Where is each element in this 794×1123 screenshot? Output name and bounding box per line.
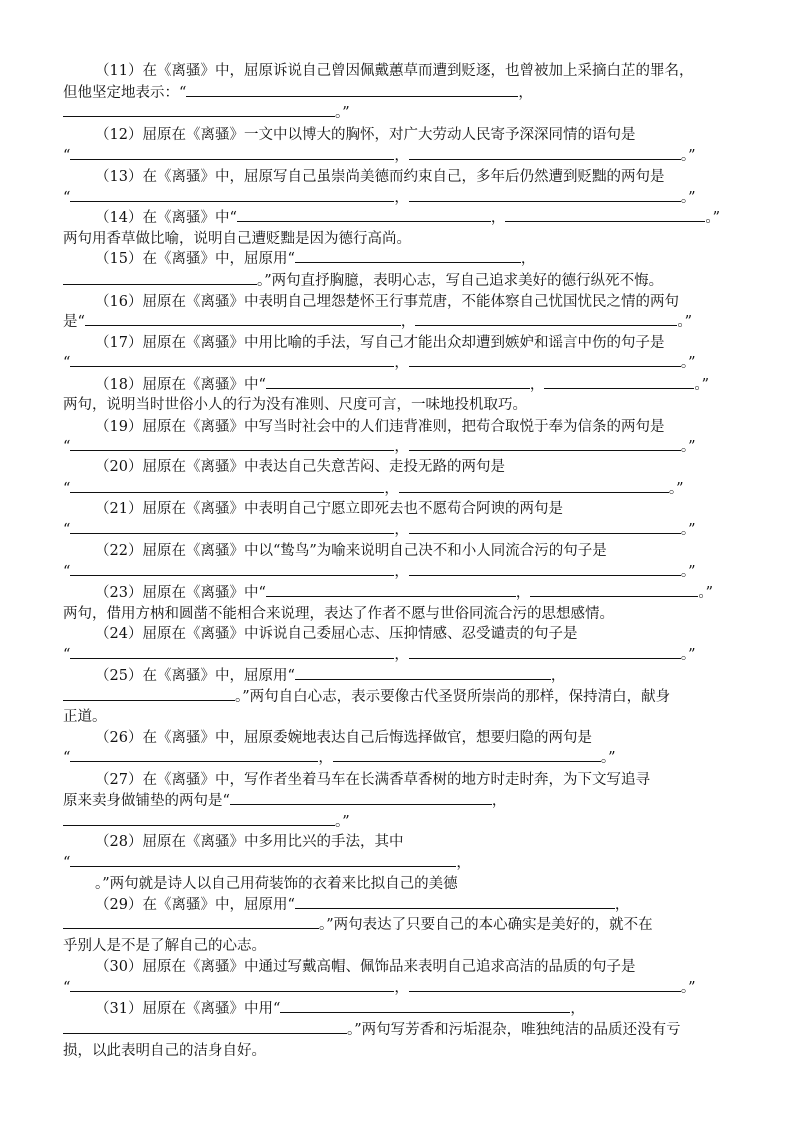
answer-blank[interactable] <box>63 270 257 285</box>
answer-blank[interactable] <box>409 436 681 451</box>
question-25-line-3: 正道。 <box>63 709 107 725</box>
answer-blank[interactable] <box>230 790 492 805</box>
question-29-line-3: 乎别人是不是了解自己的心志。 <box>63 938 266 954</box>
question-13-line-2: “ ， 。” <box>63 187 733 209</box>
answer-blank[interactable] <box>70 644 394 659</box>
question-11-line-3: 。” <box>63 102 733 124</box>
answer-blank[interactable] <box>70 187 394 202</box>
question-29-line-2: 。”两句表达了只要自己的本心确实是美好的，就不在 <box>63 914 733 936</box>
question-26-line-1: （26）在《离骚》中，屈原委婉地表达自己后悔选择做官，想要归隐的两句是 <box>95 730 592 746</box>
question-22-line-1: （22）屈原在《离骚》中以“鸷鸟”为喻来说明自己决不和小人同流合污的句子是 <box>95 543 607 559</box>
question-15-line-2: 。”两句直抒胸臆，表明心志，写自己追求美好的德行纵死不悔。 <box>63 270 733 292</box>
answer-blank[interactable] <box>409 187 681 202</box>
answer-blank[interactable] <box>295 665 551 680</box>
answer-blank[interactable] <box>70 747 318 762</box>
question-16-line-2: 是“ ， 。” <box>63 311 733 333</box>
question-30-line-1: （30）屈原在《离骚》中通过写戴高帽、佩饰品来表明自己追求高洁的品质的句子是 <box>95 959 636 975</box>
answer-blank[interactable] <box>399 478 669 493</box>
answer-blank[interactable] <box>70 852 456 867</box>
question-17-line-2: “ ， 。” <box>63 352 733 374</box>
question-28-line-3: 。”两句就是诗人以自己用荷装饰的衣着来比拟自己的美德 <box>95 876 458 892</box>
question-12-line-1: （12）屈原在《离骚》一文中以博大的胸怀，对广大劳动人民寄予深深同情的语句是 <box>95 127 636 143</box>
question-23-line-2: 两句，借用方枘和圆凿不能相合来说理，表达了作者不愿与世俗同流合污的思想感情。 <box>63 606 614 622</box>
question-18-line-1: （18）屈原在《离骚》中“ ， 。” <box>95 374 765 396</box>
answer-blank[interactable] <box>237 207 491 222</box>
answer-blank[interactable] <box>415 311 677 326</box>
question-16-line-1: （16）屈原在《离骚》中表明自己埋怨楚怀王行事荒唐，不能体察自己忧国忧民之情的两句 <box>95 294 679 310</box>
answer-blank[interactable] <box>186 82 326 97</box>
answer-blank[interactable] <box>85 311 401 326</box>
question-31-line-1: （31）屈原在《离骚》中用“ ， <box>95 998 765 1020</box>
answer-blank[interactable] <box>63 686 235 701</box>
answer-blank[interactable] <box>295 894 615 909</box>
question-31-line-2: 。”两句写芳香和污垢混杂，唯独纯洁的品质还没有亏 <box>63 1019 733 1041</box>
question-27-line-2: 原来卖身做铺垫的两句是“ ， <box>63 790 733 812</box>
answer-blank[interactable] <box>70 977 394 992</box>
answer-blank[interactable] <box>409 644 681 659</box>
answer-blank[interactable] <box>70 519 394 534</box>
answer-blank[interactable] <box>63 914 319 929</box>
answer-blank[interactable] <box>409 145 681 160</box>
question-25-line-1: （25）在《离骚》中，屈原用“ ， <box>95 665 765 687</box>
question-18-line-2: 两句，说明当时世俗小人的行为没有准则、尺度可言，一味地投机取巧。 <box>63 397 527 413</box>
answer-blank[interactable] <box>409 352 681 367</box>
question-26-line-2: “ ， 。” <box>63 747 733 769</box>
answer-blank[interactable] <box>530 582 698 597</box>
answer-blank[interactable] <box>63 102 335 117</box>
question-25-line-2: 。”两句自白心志，表示要像古代圣贤所崇尚的那样，保持清白，献身 <box>63 686 733 708</box>
answer-blank[interactable] <box>326 82 518 97</box>
answer-blank[interactable] <box>544 374 694 389</box>
answer-blank[interactable] <box>409 519 681 534</box>
answer-blank[interactable] <box>70 352 394 367</box>
question-31-line-3: 损，以此表明自己的洁身自好。 <box>63 1043 266 1059</box>
question-14-line-1: （14）在《离骚》中“ ， 。” <box>95 207 765 229</box>
answer-blank[interactable] <box>505 207 705 222</box>
question-19-line-2: “ ， 。” <box>63 436 733 458</box>
question-20-line-1: （20）屈原在《离骚》中表达自己失意苦闷、走投无路的两句是 <box>95 459 505 475</box>
question-21-line-2: “ ， 。” <box>63 519 733 541</box>
question-11-line-1: （11）在《离骚》中，屈原诉说自己曾因佩戴蕙草而遭到贬逐，也曾被加上采摘白芷的罪名， <box>95 63 694 79</box>
question-19-line-1: （19）屈原在《离骚》中写当时社会中的人们违背准则，把苟合取悦于奉为信条的两句是 <box>95 419 665 435</box>
answer-blank[interactable] <box>63 1019 347 1034</box>
question-29-line-1: （29）在《离骚》中，屈原用“ ， <box>95 894 765 916</box>
question-17-line-1: （17）屈原在《离骚》中用比喻的手法，写自己才能出众却遭到嫉妒和谣言中伤的句子是 <box>95 335 665 351</box>
answer-blank[interactable] <box>70 561 394 576</box>
answer-blank[interactable] <box>70 145 394 160</box>
question-14-line-2: 两句用香草做比喻，说明自己遭贬黜是因为德行高尚。 <box>63 231 411 247</box>
question-13-line-1: （13）在《离骚》中，屈原写自己虽崇尚美德而约束自己，多年后仍然遭到贬黜的两句是 <box>95 169 665 185</box>
answer-blank[interactable] <box>409 977 681 992</box>
answer-blank[interactable] <box>63 811 335 826</box>
question-21-line-1: （21）屈原在《离骚》中表明自己宁愿立即死去也不愿苟合阿谀的两句是 <box>95 501 563 517</box>
answer-blank[interactable] <box>266 374 530 389</box>
question-12-line-2: “ ， 。” <box>63 145 733 167</box>
question-24-line-1: （24）屈原在《离骚》中诉说自己委屈心志、压抑情感、忍受谴责的句子是 <box>95 626 578 642</box>
answer-blank[interactable] <box>70 436 394 451</box>
question-22-line-2: “ ， 。” <box>63 561 733 583</box>
question-27-line-3: 。” <box>63 811 733 833</box>
question-30-line-2: “ ， 。” <box>63 977 733 999</box>
question-20-line-2: “ ， 。” <box>63 478 733 500</box>
question-24-line-2: “ ， 。” <box>63 644 733 666</box>
question-28-line-1: （28）屈原在《离骚》中多用比兴的手法，其中 <box>95 834 404 850</box>
answer-blank[interactable] <box>266 582 516 597</box>
answer-blank[interactable] <box>409 561 681 576</box>
answer-blank[interactable] <box>333 747 601 762</box>
question-23-line-1: （23）屈原在《离骚》中“ ， 。” <box>95 582 765 604</box>
question-28-line-2: “ ， <box>63 852 733 874</box>
question-11-line-2: 但他坚定地表示：“ ， <box>63 82 733 104</box>
question-27-line-1: （27）在《离骚》中，写作者坐着马车在长满香草香树的地方时走时奔，为下文写追寻 <box>95 772 650 788</box>
answer-blank[interactable] <box>295 248 521 263</box>
answer-blank[interactable] <box>280 998 570 1013</box>
answer-blank[interactable] <box>70 478 384 493</box>
question-15-line-1: （15）在《离骚》中，屈原用“ ， <box>95 248 765 270</box>
